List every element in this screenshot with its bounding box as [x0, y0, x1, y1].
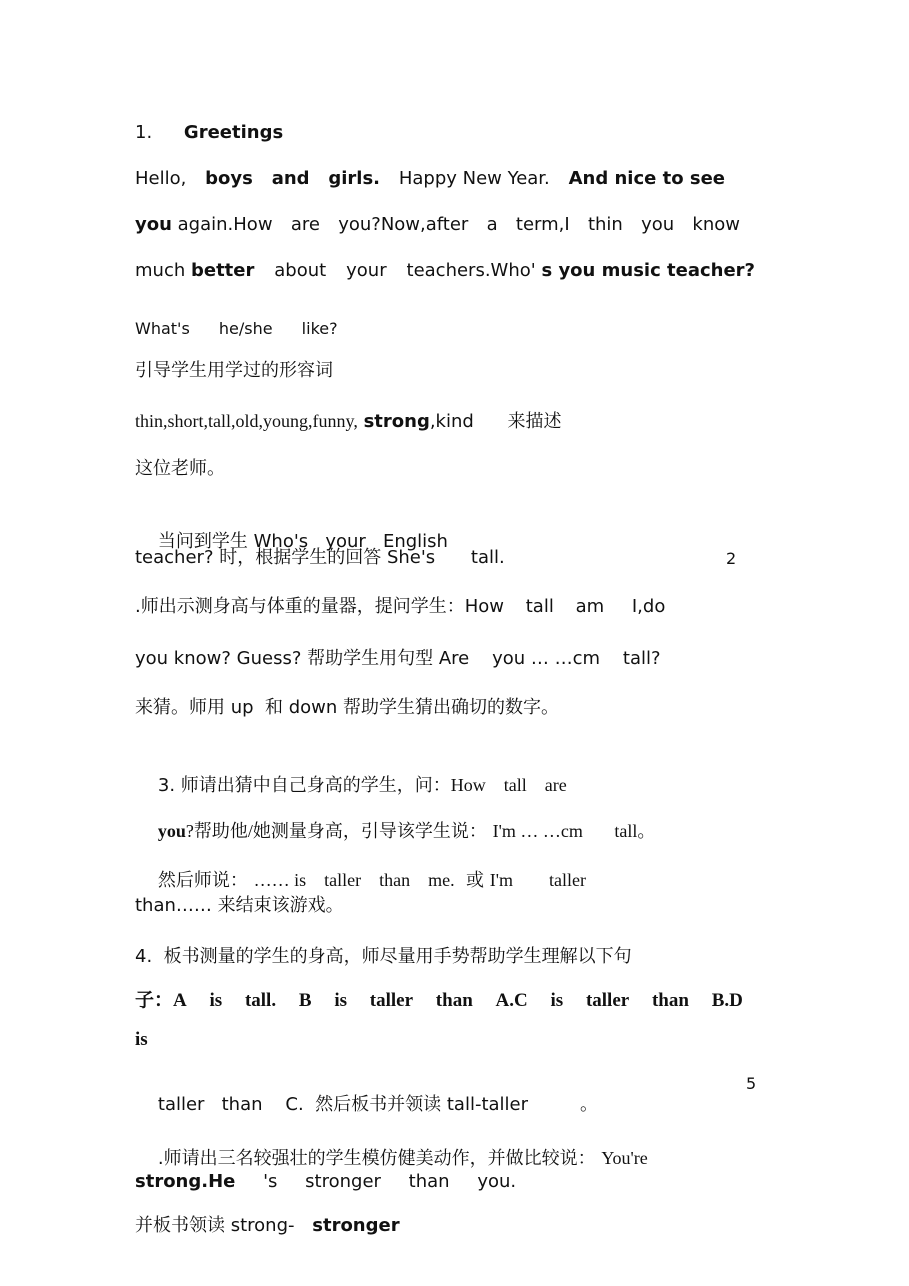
word: much — [135, 260, 186, 281]
text-line-12: you know? Guess? 帮助学生用句型 Are you … …cm tall? — [135, 648, 661, 669]
word: again.How — [177, 214, 273, 235]
text-line-8: 这位老师。 — [135, 458, 225, 479]
text-line-10 — [135, 546, 505, 570]
phrase: .师请出三名较强壮的学生模仿健美动作，并做比较说： — [157, 1148, 596, 1169]
step-number: 5 — [746, 1074, 757, 1093]
phrase: How tall are — [450, 775, 567, 795]
word: term,I — [515, 214, 570, 235]
heading-title: Greetings — [183, 122, 284, 143]
text-line-11 — [135, 595, 665, 619]
text-line-5 — [135, 317, 338, 341]
phrase: 并板书领读 strong- — [135, 1215, 295, 1236]
word: about — [274, 260, 327, 281]
phrase: .师出示测身高与体重的量器，提问学生：How — [135, 596, 504, 617]
phrase: teacher? 时，根据学生的回答 She's — [135, 547, 436, 568]
word: a — [486, 214, 498, 235]
text-line-2 — [135, 167, 725, 191]
heading-greetings — [135, 121, 283, 145]
word: Happy New Year. — [398, 168, 550, 189]
word: boys — [205, 168, 253, 189]
word: is — [334, 990, 347, 1011]
item-number: 1. — [135, 122, 153, 143]
word: you — [135, 214, 172, 235]
text-line-6: 引导学生用学过的形容词 — [135, 360, 333, 381]
word: and — [271, 168, 310, 189]
word: stronger — [305, 1171, 381, 1192]
word: I,do — [631, 596, 666, 617]
word: you. — [477, 1171, 517, 1192]
word: am — [575, 596, 605, 617]
word: tall — [525, 596, 554, 617]
phrase: …… is taller than me. — [253, 870, 455, 890]
adjective-list: thin,short,tall,old,young,funny, — [135, 411, 358, 431]
word: strong — [363, 411, 430, 432]
word: you — [641, 214, 675, 235]
phrase: I'm taller — [489, 870, 586, 890]
word: girls. — [328, 168, 381, 189]
word: better — [190, 260, 255, 281]
phrase: 3. 师请出猜中自己身高的学生，问： — [157, 775, 451, 796]
word: taller — [585, 990, 630, 1011]
word: stronger — [312, 1215, 400, 1236]
text-line-3 — [135, 213, 740, 237]
word: than — [651, 990, 689, 1011]
text-line-19 — [135, 989, 743, 1013]
word: And nice to see — [568, 168, 725, 189]
word: tall. — [470, 547, 505, 568]
word: 's — [263, 1171, 278, 1192]
word: he/she — [218, 319, 273, 338]
text-line-24 — [135, 1214, 400, 1238]
phrase: 她测量身高，引导该学生说： — [252, 821, 487, 842]
word: tall. — [244, 990, 277, 1011]
word: is — [550, 990, 564, 1011]
word: know — [692, 214, 740, 235]
word: thin — [587, 214, 623, 235]
word: than — [435, 990, 473, 1011]
word: 子：A — [135, 990, 187, 1011]
text-line-18: 4. 板书测量的学生的身高，师尽量用手势帮助学生理解以下句 — [135, 946, 632, 967]
word: like? — [301, 319, 338, 338]
word: 来描述 — [507, 411, 562, 432]
word: What's — [135, 319, 190, 338]
phrase: taller than C. 然后板书并领读 tall-taller — [157, 1094, 529, 1115]
text-line-20: is — [135, 1029, 148, 1050]
word: is — [209, 990, 223, 1011]
text-line-7 — [135, 409, 562, 434]
step-number: 2 — [726, 549, 737, 568]
word: strong.He — [135, 1171, 236, 1192]
word: than — [408, 1171, 450, 1192]
phrase: 然后师说： — [157, 870, 248, 891]
word: you — [157, 821, 186, 841]
word: teachers.Who' — [406, 260, 536, 281]
text-line-17: than…… 来结束该游戏。 — [135, 895, 344, 916]
word: taller — [369, 990, 414, 1011]
word: your — [346, 260, 387, 281]
word: ,kind — [429, 411, 474, 432]
phrase: I'm … …cm tall。 — [492, 821, 656, 841]
phrase: Who's your English — [253, 531, 448, 552]
word: you?Now,after — [338, 214, 469, 235]
word: B.D — [711, 990, 743, 1011]
word: A.C — [495, 990, 528, 1011]
word: 或 — [466, 870, 485, 891]
word: 。 — [580, 1094, 599, 1115]
word: Hello, — [135, 168, 187, 189]
word: You're — [601, 1148, 648, 1168]
phrase: 当问到学生 — [157, 531, 248, 552]
word: are — [290, 214, 320, 235]
text-line-13: 来猜。师用 up 和 down 帮助学生猜出确切的数字。 — [135, 697, 560, 718]
text-line-4 — [135, 259, 755, 283]
text-line-23 — [135, 1170, 516, 1194]
word: s you music teacher? — [541, 260, 755, 281]
word: ?帮助他/ — [185, 821, 253, 841]
word: B — [298, 990, 312, 1011]
